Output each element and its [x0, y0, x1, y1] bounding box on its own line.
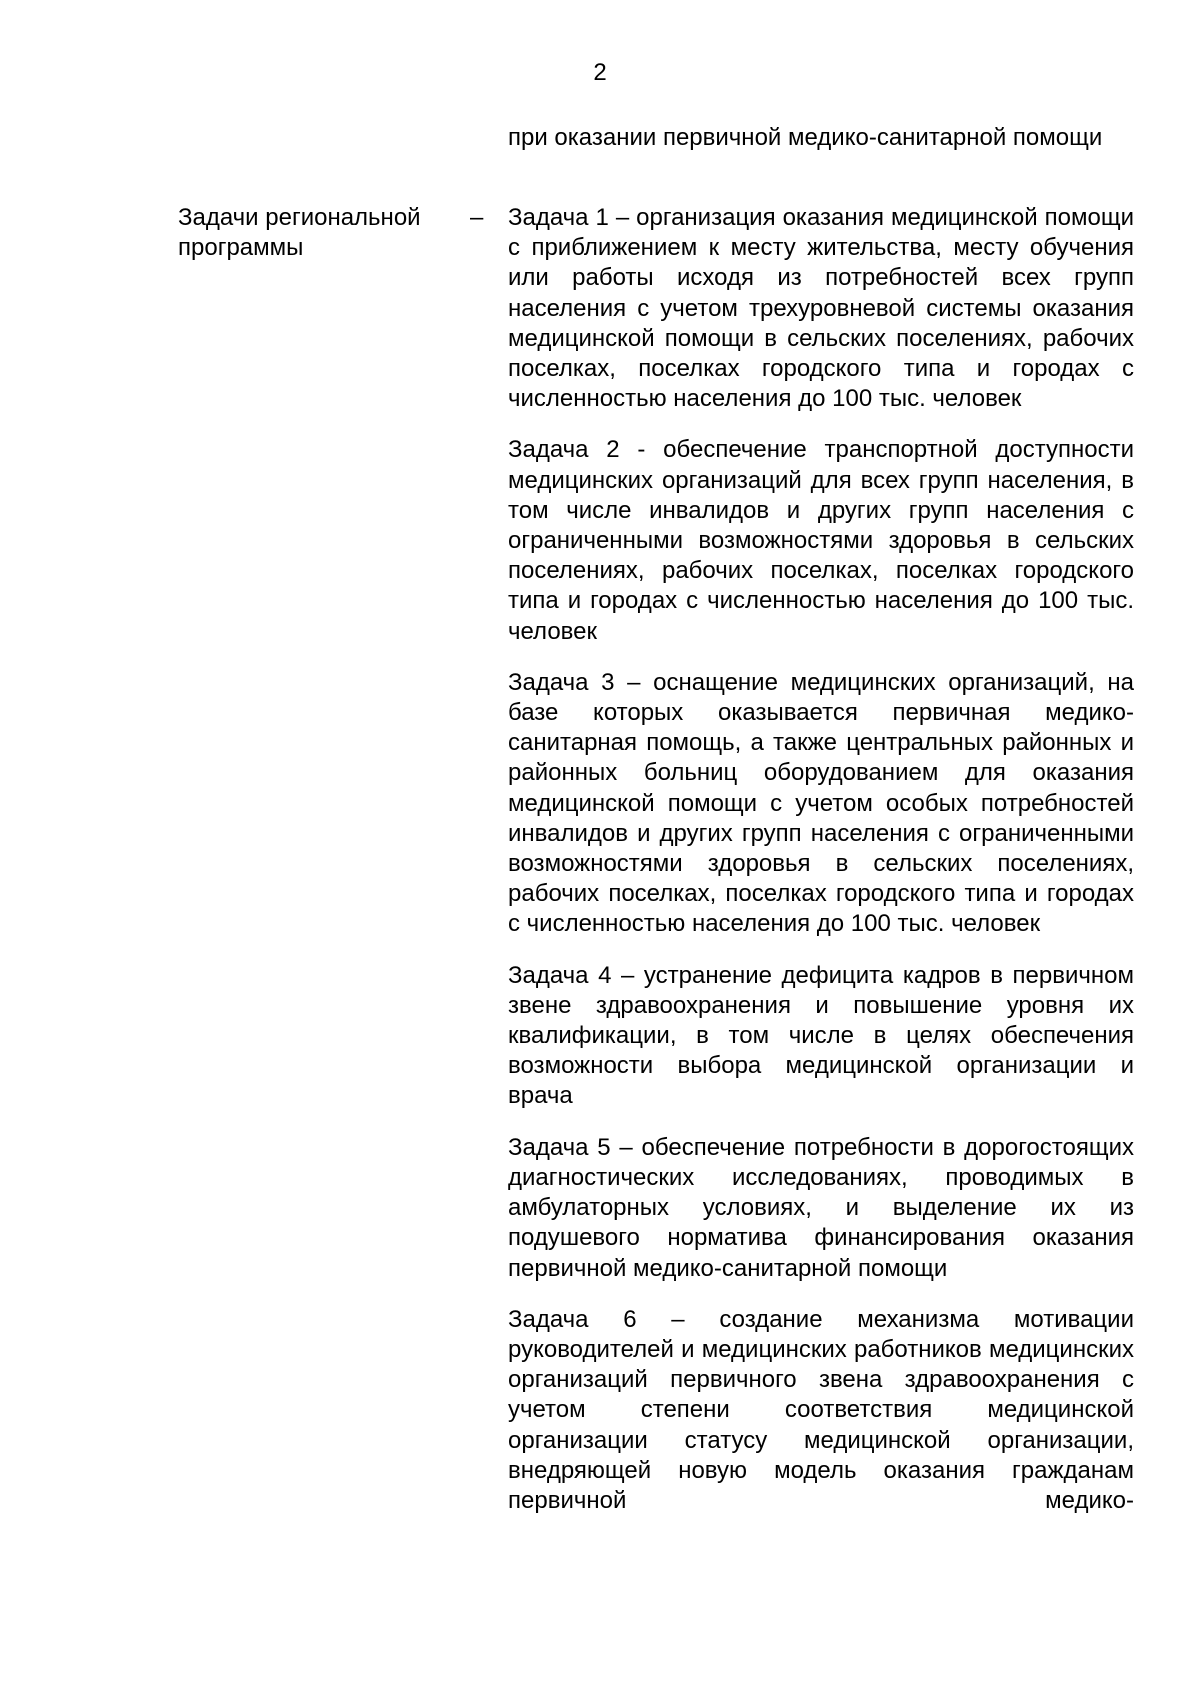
row-separator: – — [470, 204, 484, 231]
task-1: Задача 1 – организация оказания медицинской помощи с приближением к месту жительства, месту обучения или работы исходя из потребностей всех групп населения с учетом трехуровневой системы оказания медицинской помощи в сельских поселениях, рабочих поселках, поселках городского типа и городах с численностью населения до 100 тыс. человек — [508, 204, 1134, 413]
task-3: Задача 3 – оснащение медицинских организаций, на базе которых оказывается первичная медико-санитарная помощь, а также центральных районных и районных больниц оборудованием для оказания медицинской помощи с учетом особых потребностей инвалидов и других групп населения с ограниченными возможностями здоровья в сельских поселениях, рабочих поселках, поселках городского типа и городах с численностью населения до 100 тыс. человек — [508, 668, 1134, 938]
intro-continuation — [508, 123, 1134, 153]
task-2: Задача 2 - обеспечение транспортной доступности медицинских организаций для всех групп населения, в том числе инвалидов и других групп населения с ограниченными возможностями здоровья в сельских поселениях, рабочих поселках, поселках городского типа и городах с численностью населения до 100 тыс. человек — [508, 436, 1134, 645]
intro-text: при оказании первичной медико-санитарной помощи — [508, 124, 1103, 151]
page-number: 2 — [593, 59, 607, 86]
row-label: Задачи региональной программы — [178, 204, 421, 261]
task-4: Задача 4 – устранение дефицита кадров в первичном звене здравоохранения и повышение уровня их квалификации, в том числе в целях обеспечения возможности выбора медицинской организации и врача — [508, 961, 1134, 1110]
task-6: Задача 6 – создание механизма мотивации руководителей и медицинских работников медицинских организаций первичного звена здравоохранения с учетом степени соответствия медицинской организации статусу медицинской организации, внедряющей новую модель оказания гражданам первичной медико- — [508, 1305, 1134, 1514]
tasks-list — [508, 203, 1134, 1516]
task-5: Задача 5 – обеспечение потребности в дорогостоящих диагностических исследованиях, проводимых в амбулаторных условиях, и выделение их из подушевого норматива финансирования оказания первичной медико-санитарной помощи — [508, 1133, 1134, 1282]
